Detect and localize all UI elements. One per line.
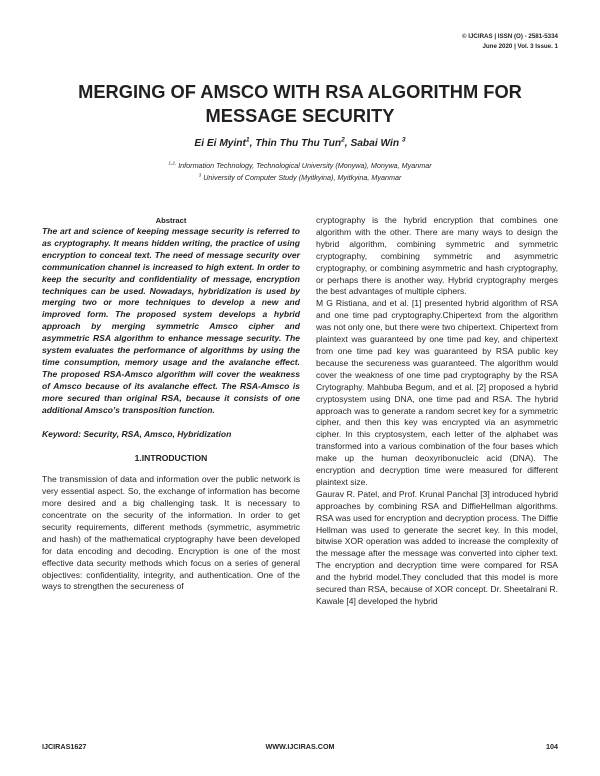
- affiliation-superscript: 3: [198, 172, 202, 178]
- affiliation-text: University of Computer Study (Myitkyina), Myitkyina, Myanmar: [203, 173, 402, 182]
- abstract-body: The art and science of keeping message security is referred to as cryptography. It means hidden writing, the practice of using encryption to conceal text. The need of message security over communication channel is increased to high extent. In order to keep the security and confidentiality of message, encryption techniques can be used. Nowadays, hybridization is used by merging two or more techniques to develop a new and improved form. The proposed system develops a hybrid approach by merging symmetric Amsco cipher and asymmetric RSA algorithm to enhance message security. The system evaluates the performance of algorithms by using the time consumption, memory usage and the avalanche effect. The proposed RSA-Amsco algorithm will cover the weakness of Amsco because of its avalanche effect. The RSA-Amsco is more secured than original RSA, because it consists of one additional Amsco’s transposition function.: [42, 226, 300, 415]
- body-paragraph: Gaurav R. Patel, and Prof. Krunal Panchal [3] introduced hybrid approaches by combining RSA and DiffieHellman algorithms. RSA was used for encryption and decryption process. The Diffie Hellman was used to generate the secret key. In this model, bitwise XOR operation was added to increase the complexity of the message after the message was converted into cipher text. The encryption and decryption time were compared for RSA and the hybrid model.They concluded that this model is more secured than RSA, because of XOR concept. Dr. Sheetalrani R. Kawale [4] developed the hybrid: [316, 488, 558, 606]
- footer-paper-id: IJCIRAS1627: [42, 742, 87, 751]
- abstract-heading: Abstract: [155, 216, 187, 225]
- body-paragraph: cryptography is the hybrid encryption that combines one algorithm with the other. There are many ways to design the hybrid algorithm, combining symmetric and symmetric cryptography, combining symmetric and asymmetric cryptography, or combining asymmetric and hash cryptography, or perhaps there is another way. Hybrid cryptography merges the best advantages of multiple ciphers.: [316, 215, 558, 297]
- author-name: Sabai Win: [350, 138, 400, 149]
- journal-issn: © IJCIRAS | ISSN (O) - 2581-5334: [461, 33, 558, 40]
- journal-header: [462, 32, 558, 52]
- author-superscript: 2: [341, 136, 345, 144]
- author-name: Ei Ei Myint: [194, 138, 246, 149]
- left-column: [42, 215, 300, 593]
- affiliation: [40, 160, 560, 171]
- affiliation: [40, 172, 560, 183]
- affiliation-superscript: 1,2,: [168, 160, 177, 166]
- journal-issue: June 2020 | Vol. 3 Issue. 1: [482, 43, 558, 50]
- author-superscript: 1: [245, 136, 250, 144]
- author-superscript: 3: [401, 136, 406, 144]
- author-name: Thin Thu Thu Tun: [255, 138, 342, 149]
- keywords: Keyword: Security, RSA, Amsco, Hybridization: [42, 428, 232, 439]
- section-heading-introduction: 1.INTRODUCTION: [134, 453, 208, 464]
- author-list: Ei Ei Myint$^1$, Thin Thu Thu Tun$^2$, Sabai Win $^3$: [194, 136, 406, 149]
- page-number: 104: [546, 742, 558, 751]
- body-paragraph: M G Ristiana, and et al. [1] presented hybrid algorithm of RSA and one time pad cryptography.Chipertext from the algorithm was not only one, but there were two chipertext. Chipertext from plaintext was guaranteed by one time pad key, and chipertext from one time pad key was guaranteed by RSA public key because the secureness was guaranteed. The algorithm would cover the weakness of one time pad cryptography by the RSA Crytography. Mahbuba Begum, and et al. [2] proposed a hybrid cryptosystem using DNA, one time pad and RSA. The hybrid approach was to generate a random secret key for a symmetric cipher, and then this key was encrypted via an asymmetric cipher. In this cryptosystem, each letter of the alphabet was transformed into a various combination of the four bases which make up the human deoxyribonucleic acid (DNA). The encryption and decryption time were measured for different plaintext size.: [316, 298, 558, 487]
- affiliation-text: Information Technology, Technological University (Monywa), Monywa, Myanmar: [178, 161, 432, 170]
- paper-title: MERGING OF AMSCO WITH RSA ALGORITHM FOR MESSAGE SECURITY: [78, 81, 522, 126]
- footer-website: WWW.IJCIRAS.COM: [265, 742, 335, 751]
- right-column: [316, 215, 558, 608]
- introduction-paragraph: The transmission of data and information over the public network is very essential aspect. So, the exchange of information has become more desired and a big challenging task. It is necessary to concentrate on the security of the information. In order to get security requirements, different methods (symmetric, asymmetric and hash) of the mathematical cryptography have been developed for data encoding and decoding. Encryption is one of the most effective data security methods which focus on a series of general objectives: confidentiality, integrity, and authentication. One of the ways to strengthen the secureness of: [42, 474, 300, 592]
